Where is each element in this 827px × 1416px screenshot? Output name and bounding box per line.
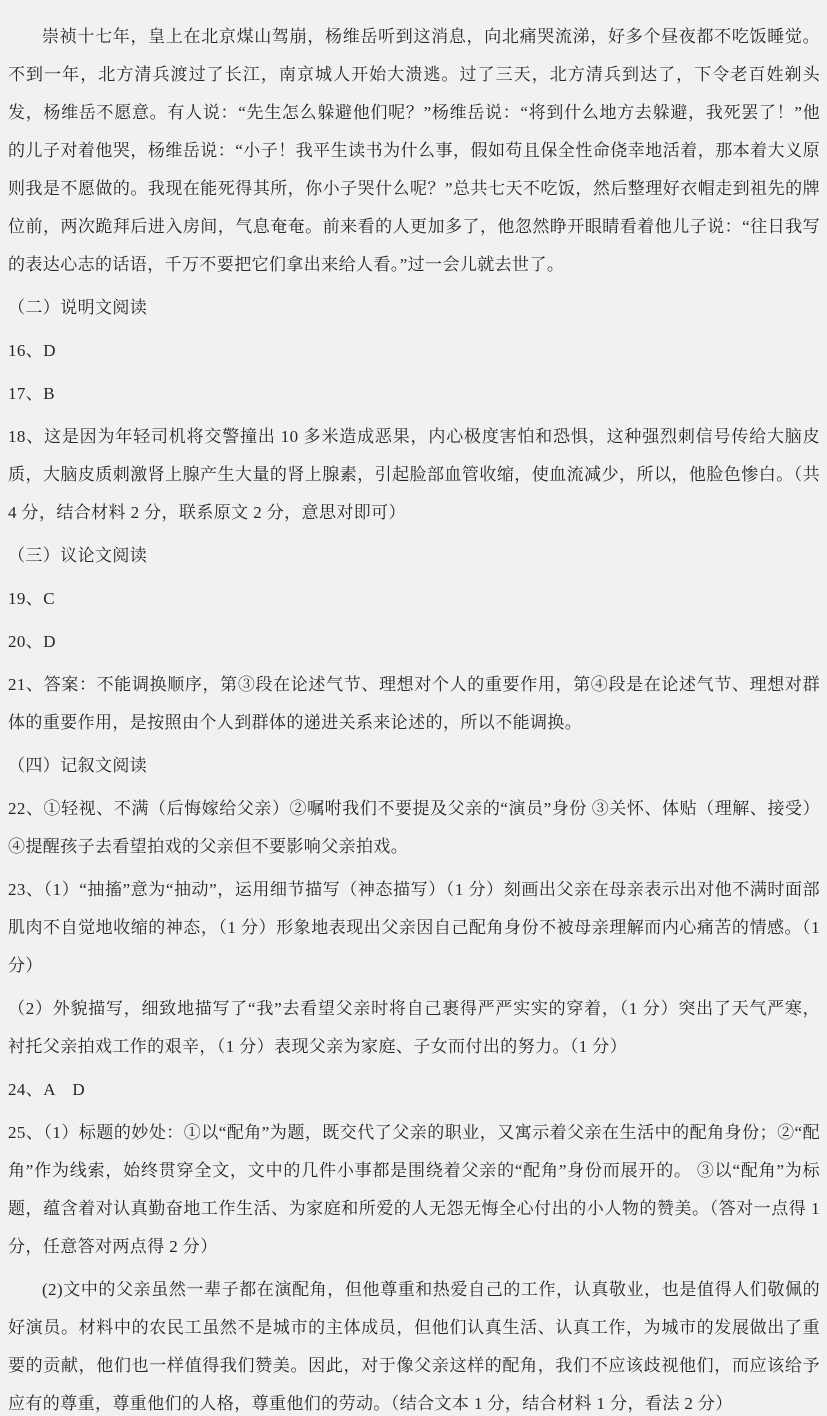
- answer-19: 19、C: [8, 589, 55, 608]
- answer-24: 24、A D: [8, 1080, 86, 1099]
- answer-23-part2: （2）外貌描写，细致地描写了“我”去看望父亲时将自己裹得严严实实的穿着，（1 分）突出了天气严寒，衬托父亲拍戏工作的艰辛，（1 分）表现父亲为家庭、子女而付出的努力。（1 分）: [8, 999, 820, 1056]
- answer-21: 21、答案：不能调换顺序，第③段在论述气节、理想对个人的重要作用，第④段是在论述气节、理想对群体的重要作用，是按照由个人到群体的递进关系来论述的，所以不能调换。: [8, 675, 820, 732]
- section-heading-expository: （二）说明文阅读: [8, 298, 148, 317]
- answer-22: 22、①轻视、不满（后悔嫁给父亲）②嘱咐我们不要提及父亲的“演员”身份 ③关怀、体贴（理解、接受）④提醒孩子去看望拍戏的父亲但不要影响父亲拍戏。: [8, 799, 820, 856]
- answer-16: 16、D: [8, 341, 56, 360]
- section-heading-argumentative: （三）议论文阅读: [8, 546, 148, 565]
- answer-17: 17、B: [8, 384, 55, 403]
- answer-18: 18、这是因为年轻司机将交警撞出 10 多米造成恶果，内心极度害怕和恐惧，这种强烈刺信号传给大脑皮质，大脑皮质刺激肾上腺产生大量的肾上腺素，引起脸部血管收缩，使血流减少，所以，他脸色惨白。（共 4 分，结合材料 2 分，联系原文 2 分，意思对即可）: [8, 427, 820, 522]
- answer-23-part1: 23、（1）“抽搐”意为“抽动”，运用细节描写（神态描写）（1 分）刻画出父亲在母亲表示出对他不满时面部肌肉不自觉地收缩的神态，（1 分）形象地表现出父亲因自己配角身份不被母亲理解而内心痛苦的情感。（1 分）: [8, 880, 820, 975]
- section-heading-narrative: （四）记叙文阅读: [8, 756, 148, 775]
- answer-25-part1: 25、（1）标题的妙处：①以“配角”为题，既交代了父亲的职业，又寓示着父亲在生活中的配角身份；②“配角”作为线索，始终贯穿全文，文中的几件小事都是围绕着父亲的“配角”身份而展开的。 ③以“配角”为标题，蕴含着对认真勤奋地工作生活、为家庭和所爱的人无怨无悔全心付出的小人物的赞美。（答对一点得 1 分，任意答对两点得 2 分）: [8, 1123, 820, 1256]
- classical-translation-paragraph: 崇祯十七年，皇上在北京煤山驾崩，杨维岳听到这消息，向北痛哭流涕，好多个昼夜都不吃饭睡觉。不到一年，北方清兵渡过了长江，南京城人开始大溃逃。过了三天，北方清兵到达了，下令老百姓剃头发，杨维岳不愿意。有人说：“先生怎么躲避他们呢？”杨维岳说：“将到什么地方去躲避，我死罢了！”他的儿子对着他哭，杨维岳说：“小子！我平生读书为什么事，假如苟且保全性命侥幸地活着，那本着大义原则我是不愿做的。我现在能死得其所，你小子哭什么呢？”总共七天不吃饭，然后整理好衣帽走到祖先的牌位前，两次跪拜后进入房间，气息奄奄。前来看的人更加多了，他忽然睁开眼睛看着他儿子说：“往日我写的表达心志的话语，千万不要把它们拿出来给人看。”过一会儿就去世了。: [8, 27, 820, 274]
- answer-20: 20、D: [8, 632, 56, 651]
- answer-25-part2: (2)文中的父亲虽然一辈子都在演配角，但他尊重和热爱自己的工作，认真敬业，也是值得人们敬佩的好演员。材料中的农民工虽然不是城市的主体成员，但他们认真生活、认真工作，为城市的发展做出了重要的贡献，他们也一样值得我们赞美。因此，对于像父亲这样的配角，我们不应该歧视他们，而应该给予应有的尊重，尊重他们的人格，尊重他们的劳动。（结合文本 1 分，结合材料 1 分，看法 2 分）: [8, 1280, 820, 1413]
